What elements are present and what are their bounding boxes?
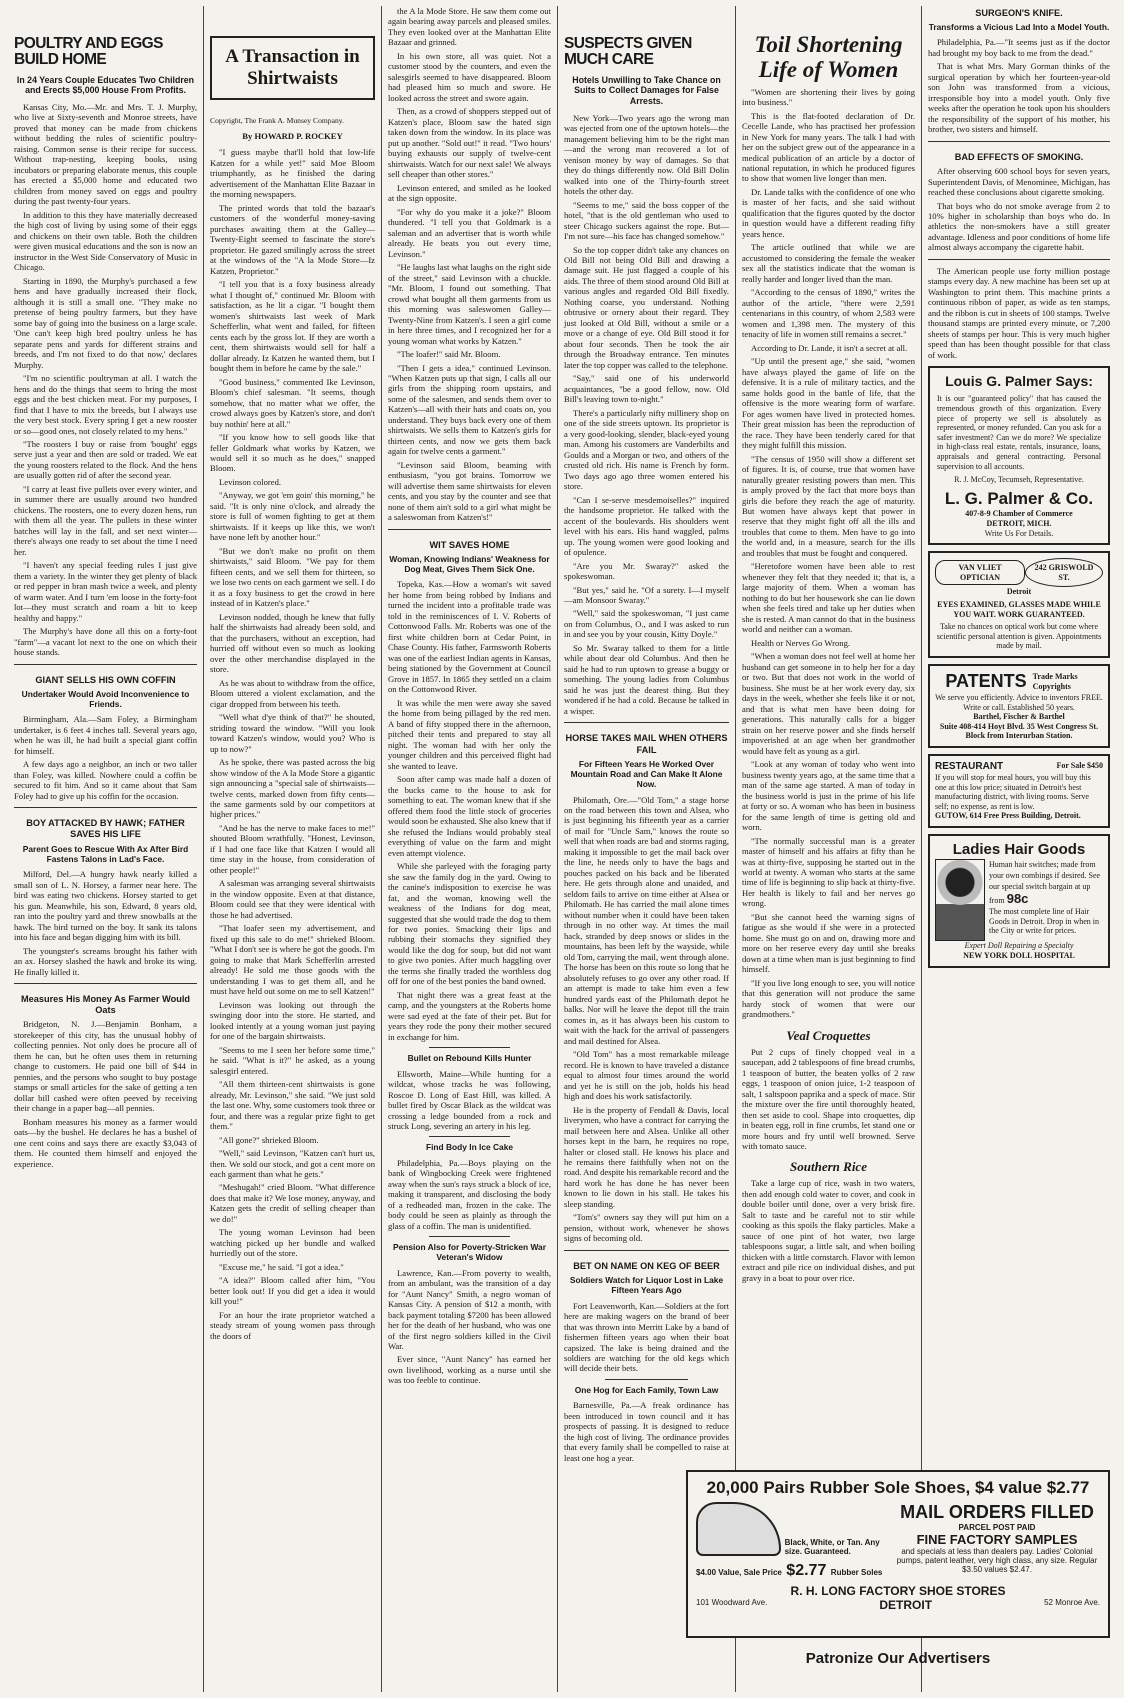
ad-shoes [686,1470,1110,1638]
ad-shoes-colors: Black, White, or Tan. Any size. Guaranteed. [784,1538,880,1556]
paragraph: "And he has the nerve to make faces to me!" shouted Bloom wrathfully. "Honest, Levinson, if I had one face like that Katzen I would all time stay in the house, from consideration of other people!" [210,822,375,875]
headline-pension: Pension Also for Poverty-Stricken War Veteran's Widow [393,1242,546,1263]
ad-patents-note: Block from Interurban Station. [965,731,1073,741]
paragraph: Soon after camp was made half a dozen of the bucks came to the house to ask for something to eat. The woman knew that if she offered them food the little stock of groceries would soon be exhausted. She also knew that if she refused the Indians would probably steal everything of value on the farm and might even attempt violence. [388,774,552,858]
headline-ice: Find Body In Ice Cake [425,1142,514,1153]
paragraph: "Good business," commented Ike Levinson, Bloom's chief salesman. "It seems, though somehow, that no matter what we offer, the crowd always goes by Katzen's store, and don't buy nothin' here at all." [210,376,375,429]
paragraph: Health or Nerves Go Wrong. [751,637,851,648]
ad-shoes-value: $4.00 Value, Sale Price [696,1568,782,1577]
ad-hair-tail: The most complete line of Hair Goods in Detroit. Drop in when in the City or write for prices. [989,906,1099,936]
article-wit [388,579,551,1042]
ad-hair-head: Ladies Hair Goods [952,841,1086,859]
ad-shoes-samples: FINE FACTORY SAMPLES [916,1532,1078,1547]
headline-hawk: BOY ATTACKED BY HAWK; FATHER SAVES HIS LIFE [26,818,185,840]
ad-optician [928,551,1110,658]
ad-patents-firm: Barthel, Fischer & Barthel [973,712,1065,722]
headline-toil: Toil Shortening Life of Women [754,32,903,83]
paragraph: "Excuse me," he said. "I got a idea." [219,1261,344,1272]
paragraph: The printed words that told the bazaar's customers of the wonderful money-saving purchases awaiting them at the Galley—Twenty-Eight seemed to fascinate the store's proprietor. He gazed smilingly across the street at the windows of the "A la Mode Store—Iz Katzen, Proprietor." [210,202,375,276]
paragraph: A salesman was arranging several shirtwaists in the window opposite. Even at that distance, Bloom could see that they were identical with those he had advertised. [210,878,375,920]
subhead-horse: For Fifteen Years He Worked Over Mountain Road and Can Make It Alone Now. [570,758,723,790]
paragraph: "Say," said one of his underworld acquaintances, "be a good fellow, now. Old Bill's leaving town to-night." [564,373,729,405]
headline-suspects: SUSPECTS GIVEN MUCH CARE [564,35,692,69]
headline-wit: WIT SAVES HOME [429,539,510,550]
paragraph: "All them thirteen-cent shirtwaists is gone already, Mr. Levinson," she said. "We just sold the last one. Why, some customers took three or four, and there was a regular prize fight to get them." [210,1079,375,1132]
paragraph: Starting in 1890, the Murphy's purchased a few hens and have gradually increased their flock, although it is still a small one. "They make no pretense of being poultry farmers, but they have some bay of going into the business on a large scale. 'One can't keep high bred poultry unless he has separate pens and yards for different strains and breeds, and I'm not fixed to do that now,' declares Murphy. [14,275,197,370]
ad-palmer-firm: L. G. Palmer & Co. [944,488,1094,508]
ad-optician-city: Detroit [1006,587,1032,597]
paragraph: "Look at any woman of today who went into business twenty years ago, at the same time that a man of the same age started. A man of today in the business world is just in the prime of his life at forty or so. A woman who has been in business for the same length of time is getting old and worn. [742,759,915,833]
paragraph: "Meshugah!" cried Bloom. "What difference does that make it? We lose money, anyway, and Katzen gets the credit of selling cheaper than we do!" [210,1182,375,1224]
article-oats [14,1019,197,1169]
headline-hunter: Bullet on Rebound Kills Hunter [407,1053,532,1064]
ad-shoes-postpaid: PARCEL POST PAID [958,1523,1036,1532]
paragraph: Bonham measures his money as a farmer would oats—by the bushel. He declares he has a bushel of one cent coins and says there are exactly $3,043 of them. He counted them himself and enjoyed the experience. [14,1116,197,1169]
article-coffin [14,714,197,801]
deck-poultry: In 24 Years Couple Educates Two Children and Erects $5,000 House From Profits. [16,74,195,96]
paragraph: "But yes," said he. "Of a surety. I—I myself—am Monsoor Swaray." [564,584,729,605]
paragraph: Topeka, Kas.—How a woman's wit saved her home from being robbed by Indians and turned the incident into a profitable trade was told in the reminiscences of I. V. Roberts of Cottonwood Falls. Mr. Roberts was one of the first white children born at Cedar Point, in Chase County. His father, Farmsworth Roberts was one of the earliest Indian agents in Kansas, being stationed by the Government at Council Grove in 1857. In 1865 they settled on a claim on the Cottonwood River. [388,579,551,695]
paragraph: Birmingham, Ala.—Sam Foley, a Birmingham undertaker, is 6 feet 4 inches tall. Several years ago, when he was ill, he had built a special giant coffin for himself. [14,714,197,756]
article-toil [742,87,915,1020]
divider [605,1379,688,1380]
paragraph: "Anyway, we got 'em goin' this morning," he said. "It is only nine o'clock, and already the store is full of women fighting to get at them shirtwaists. If it keeps up like this, we won't have none left by another hour." [210,490,375,543]
paragraph: Put 2 cups of finely chopped veal in a saucepan, add 2 tablespoons of fine bread crumbs, 1 teaspoon of butter, the beaten yolks of 2 raw eggs, 1 teaspoon of onion juice, 1-2 teaspoon of salt, 1 saltspoon paprika and a speck of mace. Stir the mixture over the fire until thoroughly heated, then set aside to cool. Shape into croquettes, dip in beaten egg, roll in fine crumbs, let stand one or more hours and fry until well browned. Serve with tomato sauce. [742,1046,916,1151]
ad-hair-price: 98c [1006,891,1029,907]
paragraph: "That loafer seen my advertisement, and fixed up this sale to do me!" shrieked Bloom. "What I don't see is where he got the goods. I'm going to make that Mark Schefferlin arrested already! He sold me those goods with the understanding I was to get them all, and he must have held out some on me to sell Katzen!" [210,923,375,997]
paragraph: "A idea?" Bloom called after him, "You better look out! If you did get a idea it would kill you!" [210,1275,375,1307]
headline-poultry: POULTRY AND EGGS BUILD HOME [14,35,163,69]
paragraph: "Old Tom" has a most remarkable mileage record. He is known to have traveled a distance equal to almost four times around the world and yet he is still on the job, holds his head high and does his work satisfactorily. [564,1049,729,1102]
article-suspects [564,113,729,717]
ad-shoes-city: DETROIT [879,1598,933,1612]
paragraph: After observing 600 school boys for seven years, Superintendent Davis, of Menominee, Michigan, has reached these conclusions about cigarette smoking. [928,166,1110,198]
ad-patents [928,664,1110,748]
paragraph: "Well," said the spokeswoman, "I just came on from Columbus, O., and I was asked to run in and see you by your cousin, Kitty Doyle." [564,608,729,640]
paragraph: The young woman Levinson had been watching picked up her bundle and walked hurriedly out of the store. [210,1227,375,1259]
headline-coffin: GIANT SELLS HIS OWN COFFIN [35,674,176,685]
paragraph: So the top copper didn't take any chances on Old Bill not being Old Bill and drawing a damage suit. He just flagged a couple of his aids. The three of them stood around Old Bill at various angles and regarded Old Bill fixedly. Nothing coarse, you understand. Nothing obtrusive or ornery about their regard. They just looked at Old Bill, without a smile or a move or a change of eye. Old Bill stood it for about four seconds. Then he took the air through the Broadway entrance. Ten minutes later the top copper was called to the telephone. [564,244,729,370]
paragraph: Levinson colored. [219,476,282,487]
paragraph: That boys who do not smoke average from 2 to 10% higher in scholarship than boys who do. In athletics the non-smokers have a still greater advantage. Idleness and poor conditions of home life almost always accompany the cigarette habit. [928,200,1110,253]
paragraph: Then, as a crowd of shoppers stepped out of Katzen's place, Bloom saw the hated sign taken down from the window. In its place was put up another. "Sold out!" it read. "Two hours' buying exhausts our supply of twelve-cent shirtwaists. Watch for our next sale! We always sell cheaper than other stores." [388,106,551,180]
ad-optician-num: 242 GRISWOLD ST. [1025,558,1103,587]
paragraph: "If you live long enough to see, you will notice that this generation will not produce the same hardy stock of women that were our grandmothers." [742,977,915,1020]
ad-optician-name: VAN VLIET OPTICIAN [935,560,1025,585]
headline-knife: SURGEON'S KNIFE. [975,8,1063,18]
paragraph: This is the flat-footed declaration of Dr. Cecelle Lande, who has practised her profession in New York for many years. The talk I had with her on the subject grew out of the appearance in a medical publication of an article by a doctor of national reputation, in which he produced figures to show that women live longer than men. [742,110,915,184]
paragraph: "When a woman does not feel well at home her husband can get someone in to help her for a day or two. But that does not work in the world of business. She must be at her work every day, six days in the week, whether she feels like it or not, and that is what men have been doing for generations. This naturally calls for a bigger strain on her reserve power and she finds herself impoverished at an age when her grandmother would have felt as young as a girl. [742,651,915,756]
paragraph: Ellsworth, Maine—While hunting for a wildcat, whose tracks he was following, Roscoe D. Long of East Hill, was killed. A bullet fired by Oscar Black as the wildcat was crossing a ledge bounded from a rock and struck Long, severing an artery in his leg. [388,1068,551,1131]
subhead-hawk: Parent Goes to Rescue With Ax After Bird Fastens Talons in Lad's Face. [22,843,189,864]
paragraph: As he spoke, there was pasted across the big show window of the A la Mode Store a gigantic sign announcing a "special sale of shirtwaists—twelve cents, marked down from fifty cents—the same garments sold by our competitors at higher prices." [210,757,375,820]
paragraph: "The loafer!" said Mr. Bloom. [397,349,501,360]
column-2 [204,6,382,1692]
ad-shoes-addr1: 101 Woodward Ave. [696,1598,768,1607]
article-knife [928,37,1110,134]
paragraph: "Well what d'ye think of that?" he shouted, striding toward the window. "Will you look toward Katzen's window, would you? Who is up to now?" [210,712,375,754]
paragraph: "But we don't make no profit on them shirtwaists," said Bloom. "We pay for them fifteen cents, and we sell them for thirteen, so we lose two cents on each garment we sell. I do it as a foxy business to get the crowd in here instead of in Katzen's place." [210,545,375,609]
paragraph: Philadelphia, Pa.—Boys playing on the bank of Wingbocking Creek were frightened away when the sun's rays struck a block of ice, making it transparent, and disclosing the body of a redheaded man, frozen in the cake. The body could be seen as plainly as through the glass of a coffin. The man is unidentified. [388,1157,551,1231]
divider [14,807,197,808]
column-6 [922,6,1116,1692]
paragraph: "Can I se-serve mesdemoiselles?" inquired the handsome proprietor. He talked with the accent of the boulevards. His shoulders went level with his ears. His hand waggled, palms up. The young women were good looking and of opulence. [564,494,729,558]
ad-shoes-addr2: 52 Monroe Ave. [1044,1598,1100,1607]
ad-restaurant-body: If you will stop for meal hours, you will buy this one at this low price; situated in Detroit's best manufacturing district, with living rooms. Serve self; no expense, as rent is low. [935,773,1091,811]
ad-restaurant [928,754,1110,828]
subhead-coffin: Undertaker Would Avoid Inconvenience to Friends. [21,688,190,710]
paragraph: That is what Mrs. Mary Gorman thinks of the surgical operation by which her fourteen-year-old son John was transformed from a vicious, irresponsible boy into a model youth. Only five weeks after the operation he took upon his shoulders the responsibility of the support of his mother, his brother, two sisters and himself. [928,61,1110,135]
ad-optician-line2: Take no chances on optical work but come where scientific personal attention is given. Appointments made by mail. [936,622,1102,651]
paragraph: The American people use forty million postage stamps every day. A new machine has been set up at Washington to print them. This machine prints a continuous ribbon of paper, as wide as ten stamps, and the ribbon is cut in sheets of 100 stamps. Twelve thousand stamps are printed every minute, or 7,200 sheets of stamps per hour. This is very much higher speed than has been thought possible for that class of work. [928,265,1110,360]
article-horse [564,795,729,1244]
paragraph: The article outlined that while we are accustomed to considering the female the weaker sex all the statistics indicate that the woman is really harder and longer lived than the man. [742,242,915,284]
paragraph: He is the property of Fendall & Davis, local liverymen, who have a contract for carrying the mail between here and Alsea. Unlike all other horses kept in the barn, he requires no rope, halter or closed stall. He knows his place and he remains there faithfully when not on the road. And despite his remarkable record and the hard work he has done he has never been known to lie down in his stall. He takes his sleep standing. [564,1104,729,1209]
footer-patronize: Patronize Our Advertisers [805,1650,991,1667]
ad-restaurant-price: For Sale $450 [1056,760,1103,770]
subhead-wit: Woman, Knowing Indians' Weakness for Dog Meat, Gives Them Sick One. [389,553,550,575]
ad-patents-head: PATENTS [945,670,1027,691]
paragraph: There's a particularly nifty millinery shop on one of the side streets uptown. Its proprietor is a very good-looking, slender, black-eyed young man. Among his customers are Vanderbilts and Goulds and a Morgan or two, and others of the crusted old rich. His name is French by form. Two days ago ago three women entered his store. [564,407,729,492]
paragraph: "I tell you that is a foxy business already what I thought of," continued Mr. Bloom with satisfaction, as he lit a cigar. "I bought them women's shirtwaists last week of Mark Schefferlin, what went and failed, for fifteen cents each by the gross lot. If they are worth a cent, them shirtwaists would sell for half a dollar already. Iz Katzen he wanted them, but I bought them in before he came by the sale." [210,279,375,374]
ad-restaurant-head: RESTAURANT [935,760,1004,772]
paragraph: New York—Two years ago the wrong man was ejected from one of the uptown hotels—the management believing him to be the right man—and the wrong man recovered a lot of venison money by way of damages. So that they do things differently now. Old Bill Dolin walked into one of the Thirty-fourth street hotels the other day. [564,112,729,197]
paragraph: Kansas City, Mo.—Mr. and Mrs. T. J. Murphy, who live at Sixty-seventh and Monroe streets, have proved that money can be made from chickens without bedding the rules of scientific poultry-raising. Common sense is their recipe for success. Without trap-nesting, keeping books, using incubators or preparing elaborate menus, this couple has erected a $5,000 home and educated two children from money saved on eggs and poultry during the past twenty-four years. [14,101,197,207]
paragraph: "Heretofore women have been able to rest whenever they felt that they needed it; that is, a large majority of them. When a woman has nothing to do but her housework she can lie down when she feels tired and take up her duties when she is rested. A man cannot do that in the business world and neither can a woman. [742,561,915,635]
paragraph: That night there was a great feast at the camp, and the youngsters at the Roberts home were sad eyed at the fate of their pet. But for years they rode the pony their mother secured in exchange for him. [388,989,551,1042]
paragraph: A few days ago a neighbor, an inch or two taller than Foley, was killed. Nowhere could a coffin be secured to fit him. And so it came about that Sam Foley had to give up his coffin for the occasion. [14,759,197,801]
paragraph: Barnesville, Pa.—A freak ordinance has been introduced in town council and it has prospects of passing. It is designed to reduce the high cost of living. The ordinance provides that every family shall be compelled to raise at least one hog a year. [564,1400,729,1463]
woman-portrait-icon [935,859,985,941]
divider [388,529,551,530]
copyright-line: Copyright, The Frank A. Munsey Company. [210,115,344,125]
shoe-icon [696,1502,781,1556]
article-poultry [14,102,197,658]
ad-palmer-addr: 407-8-9 Chamber of Commerce [965,509,1073,519]
paragraph: "The roosters I buy or raise from 'bought' eggs serve just a year and then are sold or traded. We eat the young roosters related to the flock. And the hens are usually gotten rid of after the second year. [14,438,197,481]
paragraph: Philomath, Ore.—"Old Tom," a stage horse on the road between this town and Alsea, who is just beginning his fifteenth year as a carrier of mail for "Uncle Sam," knows the route so well that when roads are bad and storms raging, making it impossible to get the mail back over the line, he needs only to have the bags and pouches packed on his back and be liberated here. He gets through alone and unaided, and seldom fails to arrive on time either at Alsea or Philomath. He has carried the mail alone times without number when it could have been taken through in no other way. At times the mail hack, stranded by deep snows or slides in the mountains, has been left by the wayside, while old Tom, carrying the mail, went through alone. The horse has been on this route so long that he absolutely refuses to go over any other road. If an attempt is made to take him even a few hundred yards east of the Philomath depot he balks. Nor will he leave the depot till the train comes in, as it has always been his custom to wait with the hack for the arrival of passengers and mail destined for Alsea. [564,794,729,1046]
ad-patents-addr: Suite 408-414 Hoyt Blvd. 35 West Congress St. [939,721,1099,731]
paragraph: Take a large cup of rice, wash in two waters, then add enough cold water to cover, and cook in double boiler until done, over a very brisk fire. Salt to taste and be careful not to stir while cooking as this spoils the flaky particles. Make a sauce of one pint of hot water, two large tablespoons sugar, a little salt, and when boiling thicken with a little cornstarch. Flavor with lemon extract and pile rice on individual dishes, and put gravy in a boat to pour over rice. [742,1178,915,1283]
paragraph: "I guess maybe that'll hold that low-life Katzen for a while yet!" said Moe Bloom triumphantly, as he finished the daring advertisement of the Manhattan Elite Bazaar in the morning newspapers. [210,147,375,200]
paragraph: "Then I gets a idea," continued Levinson. "When Katzen puts up that sign, I calls all our girls from the shipping room upstairs, and some of the salesmen, and sends them over to Katzen's—all with their hats and coats on, you understand. They buys back every one of them shirtwaists. We sells them to Katzen's girls for thirteen cents, and now we gets them back again for twelve cents a garment." [388,362,551,457]
divider [429,1047,511,1048]
paragraph: The Murphy's have done all this on a forty-foot "farm"—a vacant lot next to the one on which their house stands. [14,626,197,658]
paragraph: "He laughs last what laughs on the right side of the street," said Levinson with a chuckle. "Mr. Bloom, I found out something. That crowd what bought all them garments from us this morning was saleswomen Galley—Twenty-Nine from Katzen's. I seen a girl come in here three times, and I recognized her for a young woman what works by Katzen." [388,262,551,346]
ad-palmer [928,366,1110,545]
ad-palmer-city: DETROIT, MICH. [986,519,1052,529]
paragraph: "Are you Mr. Swaray?" asked the spokeswoman. [564,560,729,582]
article-ice [388,1158,551,1231]
article-shirtwaists-continued [388,6,551,523]
ad-hair-store: Expert Doll Repairing a Specialty [964,941,1074,951]
paragraph: "I'm no scientific poultryman at all. I watch the hens and do the things that seem to bring the most eggs and the best chicken meat. For my purposes, I find that I have to mix the breeds, but I always use the very best stock. Every spring I get a new rooster or so—good ones, not closely related to my hens." [14,373,197,436]
paragraph: "Levinson said Bloom, beaming with enthusiasm, "you got brains. Tomorrow we will advertise them same shirtwaists for eleven cents, and you stay by the counter and see that none of them ain't sold to a girl what might be a saleswoman from Katzen's!" [388,459,551,523]
paragraph: For an hour the irate proprietor watched a steady stream of young women pass through the doors of [210,1309,375,1341]
article-hog [564,1400,729,1463]
ad-palmer-body: It is our "guaranteed policy" that has caused the tremendous growth of this organization. Every piece of property we sell is absolutely as represented, or money refunded. Can you ask for a safer investment? Can we do more? We specialize in high-class real estate, rentals, insurance, loans, appraisals and general contracting. Personal supervision to all accounts. [937,394,1101,471]
paragraph: "Seems to me I seen her before some time," he said. "What is it?" he asked, as a young salesgirl entered. [210,1044,375,1076]
paragraph: As he was about to withdraw from the office, Bloom uttered a violent exclamation, and the cigar dropped from between his teeth. [210,677,375,709]
headline-oats: Measures His Money As Farmer Would Oats [21,994,190,1016]
paragraph: "Tom's" owners say they will put him on a pension, without work, whenever he shows signs of becoming old. [564,1212,729,1244]
paragraph: Levinson was looking out through the swinging door into the store. He started, and looked intently at a young woman just paying for one of the bargain shirtwaists. [210,999,375,1042]
paragraph: In his own store, all was quiet. Not a customer stood by the counters, and even the salesgirls seemed to have disappeared. Bloom had pleased him so much and swore. He looked across the street and swore again. [388,50,551,103]
ad-restaurant-contact: GUTOW, 614 Free Press Building, Detroit. [935,811,1081,821]
paragraph: According to Dr. Lande, it isn't a secret at all. [751,342,908,353]
divider [564,722,729,723]
divider [564,1250,729,1251]
paragraph: It was while the men were away she saved the home from being pillaged by the red men. A band of fifty stopped there in the afternoon, pitched their tents and prepared to stay all night. The woman had with her only the younger children and this perceived flight had she wanted to leave. [388,697,551,771]
paragraph: Bridgeton, N. J.—Benjamin Bonham, a storekeeper of this city, has the unusual hobby of collecting pennies. Not only does he procure all of them he can, but he often uses them in returning change to customers. He paid one bill of $44 in pennies, and the persons who sought to buy postage stamps or small articles for the sake of getting a ten dollar bill cashed were often peeved by receiving their change in a paper bag—all pennies. [14,1019,197,1114]
recipe-veal [742,1047,915,1152]
divider [14,983,197,984]
divider [928,141,1110,142]
article-stamps [928,266,1110,360]
column-1 [8,6,204,1692]
ad-palmer-head: Louis G. Palmer Says: [945,373,1093,390]
ad-shoes-store: R. H. LONG FACTORY SHOE STORES [790,1584,1006,1598]
headline-horse: HORSE TAKES MAIL WHEN OTHERS FAIL [565,733,728,755]
ad-shoes-head: 20,000 Pairs Rubber Sole Shoes, $4 value $2.77 [706,1478,1090,1497]
story-title-box: A Transaction in Shirtwaists [210,36,375,100]
subhead-knife: Transforms a Vicious Lad Into a Model Youth. [928,22,1110,33]
headline-beer: BET ON NAME ON KEG OF BEER [573,1260,720,1271]
ad-hair-body: Human hair switches; made from your own combings if desired. See our special switch bargain at up from [989,860,1101,906]
ad-patents-body: We serve you efficiently. Advice to inventors FREE. Write or call. Established 50 years. [935,692,1103,712]
recipe-rice [742,1178,915,1283]
paragraph: Lawrence, Kan.—From poverty to wealth, from an ambulant, was the transition of a day for "Aunt Nancy" Smith, a negro woman of Kansas City. A pension of $12 a month, with back payment totaling $7200 has been allowed her for the death of her husband, who was one of the first negro soldiers killed in the Civil War. [388,1267,551,1351]
article-pension [388,1268,551,1386]
ad-shoes-price: $2.77 [786,1562,827,1579]
paragraph: The youngster's screams brought his father with an ax. Horsey slashed the hawk and broke its wing. He finally killed it. [14,945,197,977]
article-shirtwaists [210,147,375,1341]
paragraph: "Well," said Levinson, "Katzen can't hurt us, then. We sold our stock, and got a cent more on each garment than what he gets." [210,1148,375,1179]
paragraph: So Mr. Swaray talked to them for a little while about dear old Columbus. And then he said he had to run uptown to grease a buggy or something. The young ladies from Columbus said he was just the dearest thing. But they wondered if he had a cold. Because he talked in a wisper. [564,642,729,716]
byline: By HOWARD P. ROCKEY [242,130,343,141]
ad-patents-side: Trade Marks Copyrights [1032,672,1078,691]
paragraph: Levinson entered, and smiled as he looked at the sign opposite. [388,182,551,204]
deck-suspects: Hotels Unwilling to Take Chance on Suits to Collect Damages for False Arrests. [572,74,721,106]
column-5 [736,6,922,1692]
paragraph: In addition to this they have materially decreased the high cost of living by using some of their eggs and chickens on their own table. Both the children were given musical educations and the son is now an instructor in the West Side Conservatory of Music in Chicago. [14,209,197,273]
paragraph: Dr. Lande talks with the confidence of one who is master of her facts, and she said without qualification that the figures quoted by the doctor in question would have a different reading fifty years hence. [742,186,915,239]
ad-shoes-soles: Rubber Soles [830,1568,883,1577]
paragraph: Milford, Del.—A hungry hawk nearly killed a small son of L. N. Horsey, a farmer near here. The bird was eating two chickens. Horsey started to get his gun. Meanwhile, his son, Edward, 8 years old, ran into the poultry yard and threw snowballs at the hawk. The bird turned on the boy. It sank its talons into his face and began digging him with its bill. [14,869,197,943]
paragraph: Philadelphia, Pa.—"It seems just as if the doctor had brought my boy back to me from the dead." [928,37,1110,58]
paragraph: "For why do you make it a joke?" Bloom thundered. "I tell you that Goldmark is a saleman and an advertiser that is worth while already. He beats you out every time, Levinson." [388,206,551,259]
paragraph: "If you know how to sell goods like that feller Goldmark what works by Katzen, we would sell it so much as he does," snapped Bloom. [210,432,375,474]
article-smoking [928,166,1110,253]
headline-smoking: BAD EFFECTS OF SMOKING. [954,151,1084,162]
divider [429,1136,511,1137]
paragraph: Fort Leavenworth, Kan.—Soldiers at the fort here are making wagers on the brand of beer that was thrown into Merritt Lake by a band of fishermen fifteen years ago when their boat capsized. The lake is being drained and the soldiers are watching for the old kegs which will decide their bets. [564,1300,729,1374]
paragraph: "But she cannot heed the warning signs of fatigue as she would if she were in a protected home. She must go on and on, drawing more and more on her reserve every day until she breaks down at a time when man is just beginning to find himself. [742,911,915,975]
divider [429,1236,511,1237]
headline-veal: Veal Croquettes [786,1027,871,1043]
ad-hair-name: NEW YORK DOLL HOSPITAL [963,950,1075,960]
ad-optician-line1: EYES EXAMINED, GLASSES MADE WHILE YOU WAIT. WORK GUARANTEED. [937,600,1101,619]
paragraph: "The census of 1950 will show a different set of figures. It is, of course, true that women have naturally greater resisting powers than men. This is amply proved by the fact that more boys than girls die before they reach the age of maturity. But women have always kept that power in reserve that they might fight off all the ills and troubles that come to them. Men have to go into the world and, in a measure, search for the ills and troubles that must be fought and conquered. [742,453,915,558]
paragraph: "According to the census of 1890," writes the author of the article, "there were 2,591 centenarians in this country, of whom 2,583 were women and 1,398 men. The mystery of this tenacity of life in women still remains a secret." [742,287,915,340]
paragraph: While she parleyed with the foraging party she saw the family dog in the yard. Owing to the canine's indisposition to exercise he was fat, and the woman, knowing well the weakness of the Indians for dog meat, suggested that she would trade the dog to them for two ponies. Smacking their lips and rubbing their stomachs they signified they would like the dog for soup, but did not want to give two ponies. After much haggling over the terms she finally traded the worthless dog off for one of the best ponies the band owned. [388,861,551,987]
article-beer [564,1301,729,1374]
ad-shoes-desc: and specials at less than dealers pay. Ladies' Colonial pumps, patent leather, very high class, any size. Regular $3.50 values $2.47. [896,1547,1098,1574]
article-hunter [388,1069,551,1132]
column-4 [558,6,736,1692]
headline-hog: One Hog for Each Family, Town Law [574,1384,719,1395]
divider [14,664,197,665]
ad-palmer-cta: Write Us For Details. [984,528,1054,538]
column-3 [382,6,558,1692]
ad-palmer-sig: R. J. McCoy, Tecumseh, Representative. [954,475,1084,485]
paragraph: "Up until the present age," she said, "women have always played the game of life on the defensive. It is a rule of military tactics, and the same holds good in the battle of life, that the offensive is the more wearing form of warfare. For ages women have lived in protected homes. Their great mission has been the reproduction of the race. They have been tenderly cared for that they might fulfill this mission. [742,356,915,451]
paragraph: "Women are shortening their lives by going into business." [742,86,915,108]
paragraph: the A la Mode Store. He saw them come out again bearing away parcels and pleased smiles. They even looked over at the Manhattan Elite Bazaar and grinned. [388,6,551,48]
divider [928,259,1110,260]
headline-rice: Southern Rice [790,1159,867,1175]
paragraph: Ever since, "Aunt Nancy" has earned her own livelihood, working as a nurse until she was too feeble to continue. [388,1354,551,1386]
subhead-beer: Soldiers Watch for Liquor Lost in Lake Fifteen Years Ago [569,1275,724,1296]
paragraph: "Seems to me," said the boss copper of the hotel, "that is the old gentleman who used to steer Chicago suckers against the rope. But—I'm not sure—his face has changed somehow." [564,199,729,242]
article-hawk [14,869,197,977]
paragraph: "The normally successful man is a greater master of himself and his affairs at fifty than he was at thirty-five, supposing he started out in the world at twenty. A woman who starts at the same time of life is beginning to slip back at thirty-five. Her health is likely to fail and her nerves go wrong. [742,835,915,909]
paragraph: "I haven't any special feeding rules I just give them a variety. In the winter they get plenty of black or red pepper in bran mash twice a week, and plenty of warm water. And I turn 'em loose in the forty-foot lot—they must scratch and roam a bit to keep healthy and happy." [14,560,197,623]
paragraph: Levinson nodded, though he knew that fully half the shirtwaists had already been sold, and that the purchasers, without an exception, had hurried off without even so much as looking over the other merchandise displayed in the store. [210,611,375,675]
ad-hair [928,834,1110,967]
paragraph: "All gone?" shrieked Bloom. [219,1134,319,1145]
ad-shoes-mail: MAIL ORDERS FILLED [900,1502,1094,1522]
paragraph: "I carry at least five pullets over every winter, and in summer there are usually around two hundred chickens. The roosters, one to every dozen hens, run with them all the year. The pullets in these winter batches will lay in the fall, and set next winter—there's always one ready to set about the time I need her. [14,483,197,557]
